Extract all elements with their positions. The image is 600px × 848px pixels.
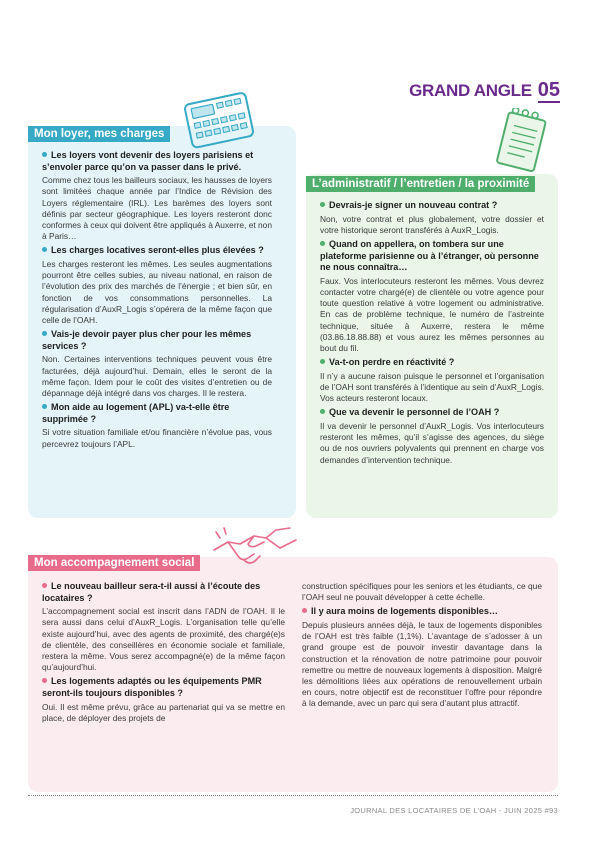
bullet-icon: [320, 241, 325, 246]
admin-answer: Il n’y a aucune raison puisque le personnel et l’organisation de l’OAH sont transférés à l’identique au sein d’AuxR_Logis. Vos acteurs resteront locaux.: [320, 370, 544, 404]
notebook-icon: [492, 108, 552, 178]
loyer-answer: Les charges resteront les mêmes. Les seules augmentations pourront être celles subies, au niveau national, en raison de l’évolution des prix des marchés de l’énergie ; et bien sûr, en fonction de vos consommations personnelles. La régularisation d’AuxR_Logis s’opérera de la même façon que celle de l’OAH.: [42, 259, 272, 326]
footer-text: JOURNAL DES LOCATAIRES DE L’OAH - JUIN 2025 #93: [350, 806, 558, 815]
loyer-answer: Non. Certaines interventions techniques peuvent vous être facturées, déjà aujourd’hui. Demain, elles le seront de la même façon. Idem pour le coût des visites d’entretien ou de dépannage déjà intégré dans vos charges. Il le restera.: [42, 354, 272, 399]
bullet-icon: [42, 331, 47, 336]
page-number: 05: [537, 79, 560, 101]
accomp-question: Les logements adaptés ou les équipements PMR seront-ils toujours disponibles ?: [42, 676, 262, 698]
loyer-answer: Comme chez tous les bailleurs sociaux, les hausses de loyers sont limitées chaque année par l’Indice de Révision des Loyers réglementaire (IRL). Les barèmes des loyers sont définis par secteur géographique. Les loyers resteront donc conformes à ceux qui doivent être appliqués à Auxerre, et non à Paris…: [42, 175, 272, 242]
calculator-icon: [180, 90, 260, 150]
bullet-icon: [42, 583, 47, 588]
footer-divider: [28, 795, 558, 796]
accomp-content-right: [302, 581, 542, 713]
admin-answer: Non, votre contrat et plus globalement, votre dossier et votre historique seront transférés à AuxR_Logis.: [320, 213, 544, 235]
bullet-icon: [320, 409, 325, 414]
bullet-icon: [320, 359, 325, 364]
admin-content: [320, 200, 544, 469]
loyer-content: [42, 150, 272, 453]
admin-answer: Faux. Vos interlocuteurs resteront les mêmes. Vous devrez contacter votre chargé(e) de clientèle ou votre agence pour toute question relative à votre logement ou administrative. En cas de problème technique, le numéro de l’astreinte technique, située à Auxerre, restera le même (03.86.18.88.88) et vous aurez les mêmes personnes au bout du fil.: [320, 275, 544, 353]
bullet-icon: [302, 608, 307, 613]
bullet-icon: [42, 678, 47, 683]
bullet-icon: [320, 202, 325, 207]
admin-question: Va-t-on perdre en réactivité ?: [320, 357, 544, 369]
accomp-answer: L’accompagnement social est inscrit dans l’ADN de l’OAH. Il le sera aussi dans celui d’AuxR_Logis. L’organisation telle qu’elle existe aujourd’hui, avec des agents de proximité, des chargé(e)s de clientèle, des conseillères en économie sociale et familiale, restera la même. Vous serez accompagné(e) de la même façon qu’aujourd’hui.: [42, 606, 285, 673]
accomp-answer: Depuis plusieurs années déjà, le taux de logements disponibles de l’OAH est très faible (1,1%). L’avantage de s’adosser à un grand groupe est de pouvoir investir davantage dans la construction et la rénovation de notre patrimoine pour pouvoir remettre ou mettre de nouveaux logements à disposition. Malgré les démolitions liées aux opérations de renouvellement urbain en cours, notre objectif est de reconstituer l’offre pour répondre à la demande, avec un parc qui sera d’autant plus attractif.: [302, 620, 542, 709]
accomp-answer: construction spécifiques pour les seniors et les étudiants, ce que l’OAH seul ne pouvait développer à cette échelle.: [302, 581, 542, 603]
loyer-heading: Mon loyer, mes charges: [28, 126, 170, 142]
handshake-icon: [210, 520, 300, 570]
admin-question: Que va devenir le personnel de l’OAH ?: [320, 407, 544, 419]
loyer-answer: Si votre situation familiale et/ou financière n’évolue pas, vous percevrez toujours l’APL.: [42, 427, 272, 449]
accomp-question: Il y aura moins de logements disponibles…: [302, 606, 542, 618]
loyer-question: Mon aide au logement (APL) va-t-elle être supprimée ?: [42, 402, 230, 424]
page-header: [409, 80, 560, 103]
bullet-icon: [42, 152, 47, 157]
accomp-heading: Mon accompagnement social: [28, 555, 200, 571]
accomp-question: Le nouveau bailleur sera-t-il aussi à l’écoute des locataires ?: [42, 581, 261, 603]
accomp-answer: Oui. Il est même prévu, grâce au partenariat qui va se mettre en place, de déployer des projets de: [42, 701, 285, 723]
accomp-content-left: [42, 581, 285, 727]
admin-answer: Il va devenir le personnel d’AuxR_Logis. Vos interlocuteurs resteront les mêmes, qu’il s’agisse des agences, du siège ou de nos ouvriers polyvalents qui prennent en charge vos demandes d’intervention technique.: [320, 421, 544, 465]
bullet-icon: [42, 404, 47, 409]
loyer-question: Les charges locatives seront-elles plus élevées ?: [42, 245, 272, 257]
admin-heading: L’administratif / l’entretien / la proximité: [306, 176, 535, 192]
section-title: GRAND ANGLE: [409, 81, 532, 100]
admin-question: Devrais-je signer un nouveau contrat ?: [320, 200, 544, 212]
admin-question: Quand on appellera, on tombera sur une plateforme parisienne ou à l’étranger, où personne ne nous connaîtra…: [320, 239, 539, 273]
loyer-question: Les loyers vont devenir des loyers parisiens et s’envoler parce qu’on va passer dans le privé.: [42, 150, 254, 172]
bullet-icon: [42, 247, 47, 252]
loyer-question: Vais-je devoir payer plus cher pour les mêmes services ?: [42, 329, 252, 351]
